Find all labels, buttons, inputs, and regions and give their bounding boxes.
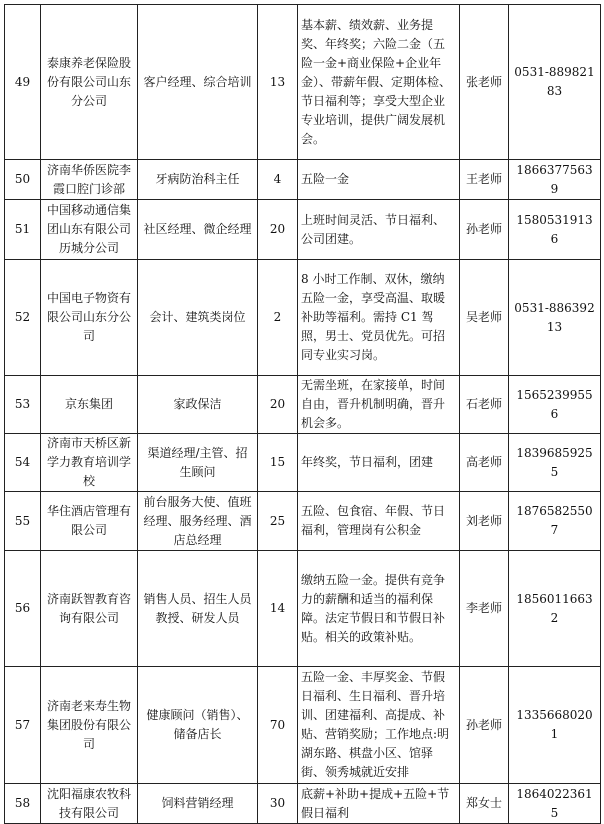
benefits: 年终奖，节日福利，团建 <box>298 434 460 492</box>
position: 客户经理、综合培训 <box>138 5 258 160</box>
benefits: 无需坐班，在家接单，时间自由，晋升机制明确，晋升机会多。 <box>298 376 460 434</box>
benefits: 底薪+补助+提成+五险+节假日福利 <box>298 784 460 824</box>
headcount: 25 <box>258 492 298 551</box>
company-name: 沈阳福康农牧科技有限公司 <box>41 784 138 824</box>
contact-phone: 15652399556 <box>509 376 601 434</box>
contact-phone: 0531-88982183 <box>509 5 601 160</box>
row-number: 53 <box>5 376 41 434</box>
position: 饲料营销经理 <box>138 784 258 824</box>
headcount: 2 <box>258 260 298 376</box>
row-number: 55 <box>5 492 41 551</box>
position: 销售人员、招生人员教授、研发人员 <box>138 551 258 667</box>
contact-person: 孙老师 <box>460 667 509 784</box>
position: 渠道经理/主管、招生顾问 <box>138 434 258 492</box>
company-name: 华住酒店管理有限公司 <box>41 492 138 551</box>
contact-person: 郑女士 <box>460 784 509 824</box>
headcount: 20 <box>258 200 298 260</box>
position: 家政保洁 <box>138 376 258 434</box>
company-name: 济南老来寿生物集团股份有限公司 <box>41 667 138 784</box>
contact-phone: 18560116632 <box>509 551 601 667</box>
headcount: 15 <box>258 434 298 492</box>
contact-phone: 18396859255 <box>509 434 601 492</box>
benefits: 五险一金 <box>298 160 460 200</box>
table-row <box>5 492 601 551</box>
contact-person: 孙老师 <box>460 200 509 260</box>
contact-person: 刘老师 <box>460 492 509 551</box>
contact-person: 李老师 <box>460 551 509 667</box>
row-number: 57 <box>5 667 41 784</box>
benefits: 8 小时工作制、双休，缴纳五险一金，享受高温、取暖补助等福利。需持 C1 驾照，男士、党员优先。可招同专业实习岗。 <box>298 260 460 376</box>
table-row <box>5 376 601 434</box>
table-row <box>5 784 601 824</box>
contact-person: 张老师 <box>460 5 509 160</box>
headcount: 4 <box>258 160 298 200</box>
row-number: 56 <box>5 551 41 667</box>
recruitment-table <box>4 4 601 824</box>
benefits: 五险一金、丰厚奖金、节假日福利、生日福利、晋升培训、团建福利、高提成、补贴、营销奖励；工作地点:明湖东路、棋盘小区、馆驿街、领秀城就近安排 <box>298 667 460 784</box>
headcount: 14 <box>258 551 298 667</box>
table-row <box>5 434 601 492</box>
contact-phone: 13356680201 <box>509 667 601 784</box>
table-row <box>5 200 601 260</box>
contact-person: 王老师 <box>460 160 509 200</box>
table-row <box>5 260 601 376</box>
company-name: 京东集团 <box>41 376 138 434</box>
benefits: 五险、包食宿、年假、节日福利，管理岗有公积金 <box>298 492 460 551</box>
benefits: 缴纳五险一金。提供有竞争力的薪酬和适当的福利保障。法定节假日和节假日补贴。相关的政策补贴。 <box>298 551 460 667</box>
company-name: 泰康养老保险股份有限公司山东分公司 <box>41 5 138 160</box>
contact-phone: 18640223615 <box>509 784 601 824</box>
row-number: 51 <box>5 200 41 260</box>
benefits: 基本薪、绩效薪、业务提奖、年终奖；六险二金（五险一金+商业保险+企业年金）、带薪年假、定期体检、节日福利等；享受大型企业专业培训，提供广阔发展机会。 <box>298 5 460 160</box>
row-number: 58 <box>5 784 41 824</box>
benefits: 上班时间灵活、节日福利、公司团建。 <box>298 200 460 260</box>
contact-phone: 0531-88639213 <box>509 260 601 376</box>
company-name: 中国电子物资有限公司山东分公司 <box>41 260 138 376</box>
headcount: 70 <box>258 667 298 784</box>
headcount: 30 <box>258 784 298 824</box>
contact-person: 高老师 <box>460 434 509 492</box>
company-name: 济南跃智教育咨询有限公司 <box>41 551 138 667</box>
contact-phone: 15805319136 <box>509 200 601 260</box>
position: 牙病防治科主任 <box>138 160 258 200</box>
company-name: 济南市天桥区新学力教育培训学校 <box>41 434 138 492</box>
table-row <box>5 160 601 200</box>
position: 前台服务大使、值班经理、服务经理、酒店总经理 <box>138 492 258 551</box>
row-number: 50 <box>5 160 41 200</box>
table-row <box>5 667 601 784</box>
contact-person: 吴老师 <box>460 260 509 376</box>
contact-phone: 18765825507 <box>509 492 601 551</box>
contact-phone: 18663775639 <box>509 160 601 200</box>
table-row <box>5 5 601 160</box>
company-name: 济南华侨医院李霞口腔门诊部 <box>41 160 138 200</box>
table-row <box>5 551 601 667</box>
position: 健康顾问（销售）、储备店长 <box>138 667 258 784</box>
headcount: 13 <box>258 5 298 160</box>
headcount: 20 <box>258 376 298 434</box>
company-name: 中国移动通信集团山东有限公司历城分公司 <box>41 200 138 260</box>
position: 社区经理、微企经理 <box>138 200 258 260</box>
contact-person: 石老师 <box>460 376 509 434</box>
position: 会计、建筑类岗位 <box>138 260 258 376</box>
row-number: 52 <box>5 260 41 376</box>
row-number: 49 <box>5 5 41 160</box>
row-number: 54 <box>5 434 41 492</box>
